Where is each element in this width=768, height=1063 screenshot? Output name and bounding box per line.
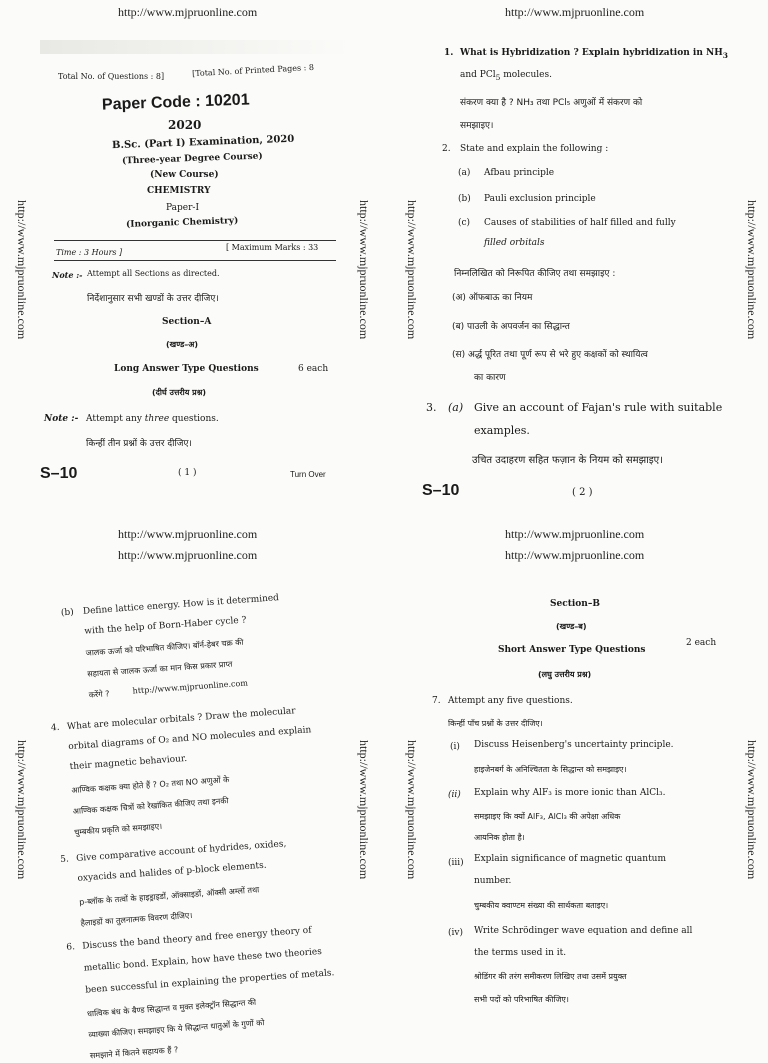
note-label: Note :- bbox=[52, 270, 83, 280]
q3b-hindi3: करेंगे ? bbox=[88, 689, 110, 700]
new-course: (New Course) bbox=[150, 170, 219, 180]
q7-iii-text1: Explain significance of magnetic quantum bbox=[474, 854, 667, 864]
total-questions: Total No. of Questions : 8] bbox=[58, 72, 165, 81]
q3-hindi: उचित उदाहरण सहित फज़ान के नियम को समझाइए। bbox=[472, 455, 664, 466]
page-3-body bbox=[35, 566, 379, 1061]
q2-c-text1: Causes of stabilities of half filled and fully bbox=[484, 218, 676, 228]
q7-iii-label: (iii) bbox=[448, 858, 464, 868]
q4-line2: orbital diagrams of O₂ and NO molecules and explain bbox=[68, 725, 312, 753]
side-url-5: http://www.mjpruonline.com bbox=[15, 740, 29, 880]
exam-title: B.Sc. (Part I) Examination, 2020 bbox=[111, 133, 295, 152]
side-url-1: http://www.mjpruonline.com bbox=[15, 200, 29, 340]
short-answer-hindi: (लघु उत्तरीय प्रश्न) bbox=[538, 670, 592, 679]
note2-text-c: questions. bbox=[172, 414, 219, 424]
side-url-3: http://www.mjpruonline.com bbox=[405, 200, 419, 340]
q1-text-line1 bbox=[460, 48, 728, 60]
q6-line3: been successful in explaining the properties of metals. bbox=[85, 968, 335, 996]
side-url-4: http://www.mjpruonline.com bbox=[745, 200, 759, 340]
q5-hindi2: हैलाइडों का तुलनात्मक विवरण दीजिए। bbox=[80, 910, 193, 928]
q4-line3: their magnetic behaviour. bbox=[69, 753, 188, 773]
q3b-label: (b) bbox=[60, 607, 75, 619]
paper-number: Paper-I bbox=[166, 203, 200, 213]
q5-line1: Give comparative account of hydrides, oxides, bbox=[75, 839, 287, 864]
q4-line1: What are molecular orbitals ? Draw the molecular bbox=[66, 706, 296, 733]
paper-title: (Inorganic Chemistry) bbox=[125, 216, 239, 230]
q2-b-label: (b) bbox=[458, 194, 471, 204]
paper-code: Paper Code : 10201 bbox=[101, 91, 250, 114]
q7-iv-hindi1: श्रोडिंगर की तरंग समीकरण लिखिए तथा उसमें प्रयुक्त bbox=[474, 972, 627, 981]
q7-ii-text: Explain why AlF₃ is more ionic than AlCl₃. bbox=[474, 788, 666, 798]
q1-sub3: 3 bbox=[722, 50, 728, 60]
q6-hindi3: समझाने में कितने सहायक हैं ? bbox=[89, 1045, 179, 1061]
marks-each-b: 2 each bbox=[686, 638, 717, 648]
q1-text-line2 bbox=[460, 70, 552, 82]
q1-line2b: molecules. bbox=[500, 70, 552, 80]
divider-top bbox=[54, 240, 336, 241]
page-1-scan-shadow bbox=[40, 40, 350, 54]
q2-hindi-a: (अ) ऑफबाऊ का नियम bbox=[452, 293, 533, 303]
q6-line2: metallic bond. Explain, how have these two theories bbox=[83, 947, 323, 974]
q3-label: (a) bbox=[448, 401, 464, 414]
q3b-hindi1: जालक ऊर्जा को परिभाषित कीजिए। बॉर्न-हेबर चक्र की bbox=[85, 637, 244, 658]
url-header-right-top: http://www.mjpruonline.com bbox=[505, 5, 645, 19]
q6-line1: Discuss the band theory and free energy theory of bbox=[81, 925, 312, 952]
side-url-7: http://www.mjpruonline.com bbox=[405, 740, 419, 880]
q1-number: 1. bbox=[444, 48, 454, 58]
page-3 bbox=[38, 588, 352, 1061]
q7-iv-text2: the terms used in it. bbox=[474, 948, 567, 958]
url-header-right-mid2: http://www.mjpruonline.com bbox=[505, 548, 645, 562]
q7-hindi: किन्हीं पाँच प्रश्नों के उत्तर दीजिए। bbox=[448, 719, 543, 728]
q1-hindi-line1: संकरण क्या है ? NH₃ तथा PCl₅ अणुओं में संकरण को bbox=[460, 98, 643, 108]
side-url-6: http://www.mjpruonline.com bbox=[357, 740, 371, 880]
q6-number: 6. bbox=[66, 942, 76, 953]
q3-text2: examples. bbox=[474, 424, 530, 437]
q4-hindi1: आण्विक कक्षक क्या होते हैं ? O₂ तथा NO अणुओं के bbox=[71, 775, 230, 796]
section-b-hindi: (खण्ड–ब) bbox=[556, 622, 587, 631]
side-url-2: http://www.mjpruonline.com bbox=[357, 200, 371, 340]
q5-hindi1: p-ब्लॉक के तत्वों के हाइड्राइडों, ऑक्साइडों, ऑक्सी अम्लों तथा bbox=[78, 885, 260, 907]
page-1 bbox=[40, 40, 350, 500]
q1-line2a: and PCl bbox=[460, 70, 496, 80]
course-type: (Three-year Degree Course) bbox=[121, 151, 263, 167]
q1-line1: What is Hybridization ? Explain hybridization in NH bbox=[460, 48, 723, 58]
time-allowed: Time : 3 Hours ] bbox=[56, 248, 123, 257]
q3b-line2: with the help of Born-Haber cycle ? bbox=[84, 615, 247, 637]
page-number-2: ( 2 ) bbox=[572, 487, 593, 498]
q7-text: Attempt any five questions. bbox=[448, 696, 573, 706]
q3b-hindi2: सहायता से जालक ऊर्जा का मान किस प्रकार प्राप्त bbox=[87, 659, 233, 679]
url-header-left-mid2: http://www.mjpruonline.com bbox=[118, 548, 258, 562]
url-header-right-mid1: http://www.mjpruonline.com bbox=[505, 527, 645, 541]
q7-ii-hindi1: समझाइए कि क्यों AlF₃, AlCl₃ की अपेक्षा अधिक bbox=[474, 812, 621, 821]
q1-sub5: 5 bbox=[495, 72, 501, 82]
q2-text: State and explain the following : bbox=[460, 144, 609, 154]
q5-number: 5. bbox=[59, 854, 70, 866]
footer-code-1: S–10 bbox=[40, 465, 78, 482]
note-text: Attempt all Sections as directed. bbox=[87, 269, 220, 278]
q1-hindi-line2: समझाइए। bbox=[460, 121, 494, 131]
note2-hindi: किन्हीं तीन प्रश्नों के उत्तर दीजिए। bbox=[86, 439, 192, 449]
q7-iv-hindi2: सभी पदों को परिभाषित कीजिए। bbox=[474, 995, 569, 1004]
q2-c-text2: filled orbitals bbox=[484, 238, 545, 248]
note2-label: Note :- bbox=[44, 414, 79, 424]
q3b-line1: Define lattice energy. How is it determined bbox=[82, 593, 280, 617]
q2-a-text: Afbau principle bbox=[484, 168, 555, 178]
q7-number: 7. bbox=[432, 696, 441, 706]
q7-iv-text1: Write Schrödinger wave equation and define all bbox=[474, 926, 693, 936]
long-answer-label: Long Answer Type Questions bbox=[114, 364, 259, 374]
marks-each-a: 6 each bbox=[298, 364, 329, 374]
q4-number: 4. bbox=[50, 722, 60, 734]
q7-iv-label: (iv) bbox=[448, 928, 463, 938]
url-header-left-top: http://www.mjpruonline.com bbox=[118, 5, 258, 19]
max-marks: [ Maximum Marks : 33 bbox=[226, 243, 319, 252]
q2-number: 2. bbox=[442, 144, 451, 154]
footer-code-2: S–10 bbox=[422, 482, 460, 499]
note2-text-b: three bbox=[144, 414, 170, 424]
section-a-title: Section–A bbox=[162, 317, 212, 327]
q3-number: 3. bbox=[426, 401, 437, 414]
q5-line2: oxyacids and halides of p-block elements. bbox=[77, 860, 267, 884]
note2-text bbox=[86, 414, 219, 424]
q7-i-text: Discuss Heisenberg's uncertainty principle. bbox=[474, 740, 674, 750]
q2-hindi-c1: (स) अर्द्ध पूरित तथा पूर्ण रूप से भरे हुए कक्षकों को स्थायित्व bbox=[452, 350, 648, 360]
section-b-title: Section–B bbox=[550, 599, 600, 609]
q4-hindi3: चुम्बकीय प्रकृति को समझाइए। bbox=[74, 821, 163, 837]
q7-i-hindi: हाइजेनबर्ग के अनिश्चितता के सिद्धान्त को समझाइए। bbox=[474, 765, 627, 774]
turn-over: Turn Over bbox=[290, 470, 326, 479]
q2-c-label: (c) bbox=[458, 218, 471, 228]
q2-hindi-b: (ब) पाउली के अपवर्जन का सिद्धान्त bbox=[452, 322, 570, 332]
q7-ii-hindi2: आयनिक होता है। bbox=[474, 833, 525, 842]
total-pages: [Total No. of Printed Pages : 8 bbox=[191, 62, 315, 79]
short-answer-label: Short Answer Type Questions bbox=[498, 645, 646, 655]
page-2 bbox=[420, 40, 740, 510]
subject: CHEMISTRY bbox=[147, 186, 211, 196]
note-hindi: निर्देशानुसार सभी खण्डों के उत्तर दीजिए। bbox=[87, 294, 219, 304]
q2-b-text: Pauli exclusion principle bbox=[484, 194, 596, 204]
q7-i-label: (i) bbox=[450, 742, 460, 752]
q4-hindi2: आण्विक कक्षक चित्रों को रेखांकित कीजिए तथा इनकी bbox=[72, 796, 229, 817]
q7-iii-text2: number. bbox=[474, 876, 512, 886]
q2-hindi: निम्नलिखित को निरूपित कीजिए तथा समझाइए : bbox=[454, 269, 616, 279]
q6-hindi1: धात्विक बंध के बैण्ड सिद्धान्त व मुक्त इलेक्ट्रॉन सिद्धान्त की bbox=[86, 997, 257, 1019]
page-4 bbox=[420, 590, 744, 1024]
q2-a-label: (a) bbox=[458, 168, 471, 178]
q2-hindi-c2: का कारण bbox=[474, 373, 506, 383]
q3b-url: http://www.mjpruonline.com bbox=[132, 678, 249, 696]
section-a-hindi: (खण्ड–अ) bbox=[166, 340, 199, 349]
exam-year: 2020 bbox=[168, 118, 202, 132]
page-number-1: ( 1 ) bbox=[178, 468, 197, 478]
long-answer-hindi: (दीर्घ उत्तरीय प्रश्न) bbox=[152, 388, 207, 397]
note2-text-a: Attempt any bbox=[86, 414, 142, 424]
url-header-left-mid1: http://www.mjpruonline.com bbox=[118, 527, 258, 541]
q3-text1: Give an account of Fajan's rule with suitable bbox=[474, 401, 723, 414]
side-url-8: http://www.mjpruonline.com bbox=[745, 740, 759, 880]
divider-bottom bbox=[54, 260, 336, 261]
q7-iii-hindi: चुम्बकीय क्वाण्टम संख्या की सार्थकता बताइए। bbox=[474, 901, 609, 910]
q6-hindi2: व्याख्या कीजिए। समझाइए कि ये सिद्धान्त धातुओं के गुणों को bbox=[88, 1018, 265, 1040]
q7-ii-label: (ii) bbox=[448, 790, 461, 800]
